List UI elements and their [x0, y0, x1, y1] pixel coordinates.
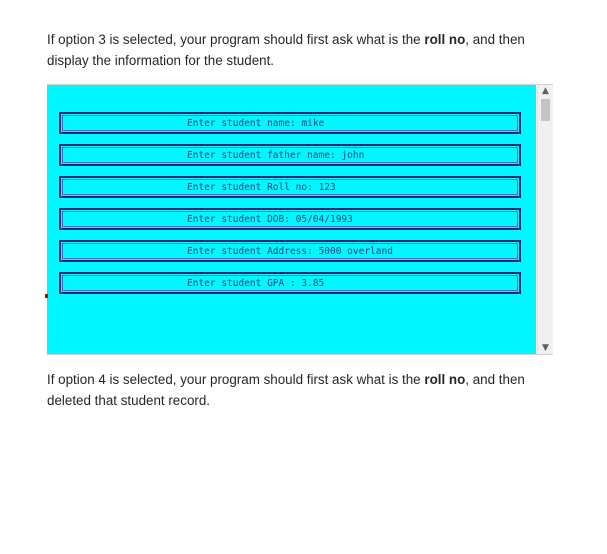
- field-prompt: Enter student GPA :: [187, 278, 302, 289]
- vertical-scrollbar[interactable]: [537, 85, 553, 354]
- instruction-text: If option 4 is selected, your program should first ask what is the: [47, 372, 425, 387]
- chevron-up-icon[interactable]: ▲: [542, 86, 549, 96]
- dob-field: [59, 208, 521, 230]
- field-value: john: [341, 150, 365, 161]
- field-value: 123: [318, 182, 336, 193]
- father-name-field: [59, 144, 521, 166]
- field-prompt: Enter student Address:: [187, 246, 319, 257]
- console-screenshot: [47, 84, 553, 355]
- roll-no-field: [59, 176, 521, 198]
- field-line: [187, 149, 364, 162]
- instruction-text: , and then deleted that student record.: [47, 372, 525, 408]
- field-value: 05/04/1993: [295, 214, 353, 225]
- field-line: [187, 245, 393, 258]
- field-value: 3.85: [301, 278, 325, 289]
- red-mark: [45, 294, 48, 298]
- field-prompt: Enter student Roll no:: [187, 182, 319, 193]
- scroll-thumb[interactable]: [541, 99, 550, 121]
- field-prompt: Enter student father name:: [187, 150, 342, 161]
- field-value: 5000 overland: [318, 246, 393, 257]
- instruction-text: If option 3 is selected, your program should first ask what is the: [47, 32, 425, 47]
- field-line: [187, 277, 324, 290]
- field-prompt: Enter student name:: [187, 118, 302, 129]
- field-prompt: Enter student DOB:: [187, 214, 296, 225]
- console-window: [47, 85, 536, 354]
- student-name-field: [59, 112, 521, 134]
- address-field: [59, 240, 521, 262]
- field-line: [187, 213, 353, 226]
- field-line: [187, 117, 324, 130]
- instruction-bold-text: roll no: [424, 372, 466, 387]
- field-line: [187, 181, 336, 194]
- instruction-bold-text: roll no: [424, 32, 466, 47]
- instruction-text: , and then display the information for the student.: [47, 32, 525, 68]
- gpa-field: [59, 272, 521, 294]
- chevron-down-icon[interactable]: ▼: [542, 343, 549, 353]
- instruction-option-3: [47, 29, 567, 71]
- instruction-option-4: [47, 369, 567, 411]
- field-value: mike: [301, 118, 325, 129]
